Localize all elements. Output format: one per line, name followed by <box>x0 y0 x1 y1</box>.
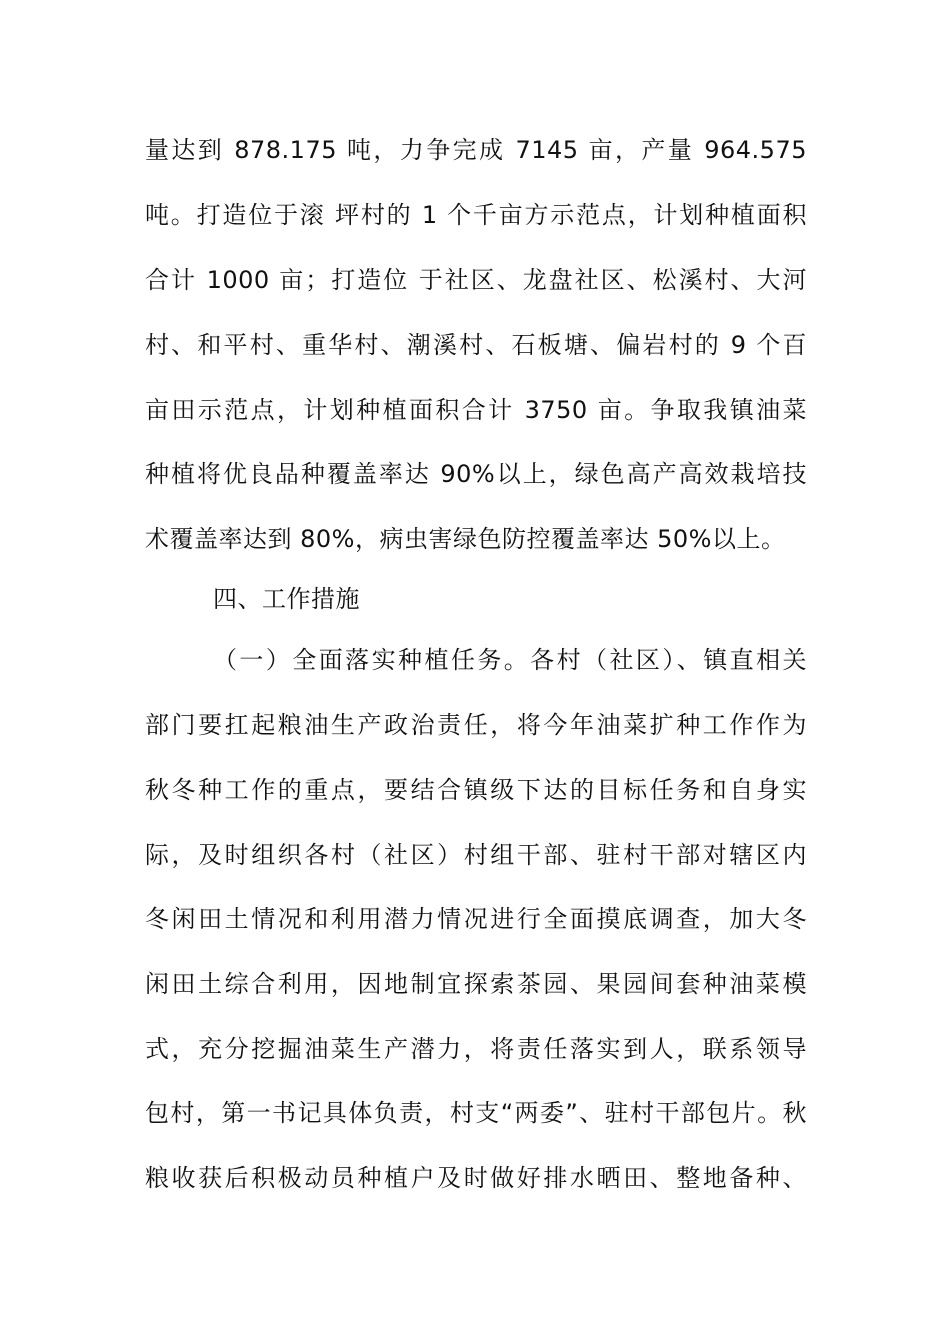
body-line-3: 合计 1000 亩；打造位 于社区、龙盘社区、松溪村、大河 <box>145 266 807 294</box>
section-heading: 四、工作措施 <box>213 585 360 613</box>
body-line-2: 吨。打造位于滚 坪村的 1 个千亩方示范点，计划种植面积 <box>145 201 807 229</box>
body-line-1: 量达到 878.175 吨，力争完成 7145 亩，产量 964.575 <box>145 136 807 164</box>
body-line-12: 际，及时组织各村（社区）村组干部、驻村干部对辖区内 <box>145 841 807 869</box>
body-line-11: 秋冬种工作的重点，要结合镇级下达的目标任务和自身实 <box>145 776 807 804</box>
paragraph-start-line: （一）全面落实种植任务。各村（社区）、镇直相关 <box>213 646 807 674</box>
body-line-14: 闲田土综合利用，因地制宜探索茶园、果园间套种油菜模 <box>145 970 807 998</box>
body-line-17: 粮收获后积极动员种植户及时做好排水晒田、整地备种、 <box>145 1164 807 1192</box>
body-line-15: 式，充分挖掘油菜生产潜力，将责任落实到人，联系领导 <box>145 1035 807 1063</box>
body-line-16: 包村，第一书记具体负责，村支“两委”、驻村干部包片。秋 <box>145 1099 807 1127</box>
body-line-4: 村、和平村、重华村、潮溪村、石板塘、偏岩村的 9 个百 <box>145 331 807 359</box>
body-line-13: 冬闲田土情况和利用潜力情况进行全面摸底调查，加大冬 <box>145 905 807 933</box>
body-line-10: 部门要扛起粮油生产政治责任，将今年油菜扩种工作作为 <box>145 711 807 739</box>
body-line-5: 亩田示范点，计划种植面积合计 3750 亩。争取我镇油菜 <box>145 396 807 424</box>
body-line-6: 种植将优良品种覆盖率达 90%以上，绿色高产高效栽培技 <box>145 460 807 488</box>
body-line-7: 术覆盖率达到 80%，病虫害绿色防控覆盖率达 50%以上。 <box>145 525 786 553</box>
